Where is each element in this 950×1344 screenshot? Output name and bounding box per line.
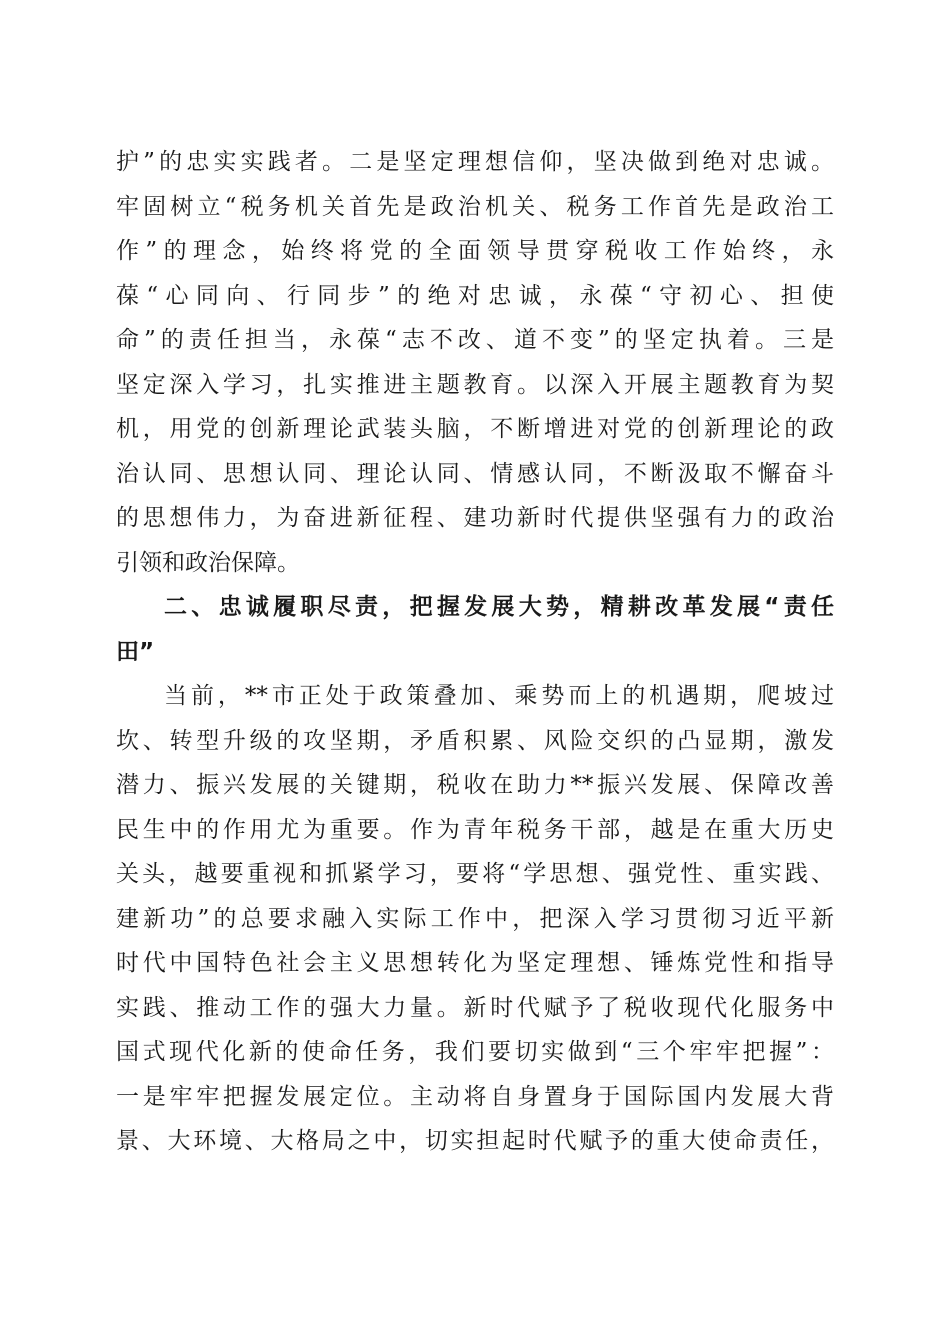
paragraph-1-line: 牢固树立“税务机关首先是政治机关、税务工作首先是政治工 (116, 193, 834, 220)
section-heading (116, 585, 834, 674)
document-body (116, 140, 834, 1164)
paragraph-2-line: 关头，越要重视和抓紧学习，要将“学思想、强党性、重实践、 (116, 861, 834, 887)
paragraph-1-line: 作”的理念，始终将党的全面领导贯穿税收工作始终，永 (116, 238, 834, 264)
paragraph-2-line: 实践、推动工作的强大力量。新时代赋予了税收现代化服务中 (116, 994, 834, 1021)
paragraph-2 (116, 674, 834, 1164)
paragraph-1-line: 护”的忠实实践者。二是坚定理想信仰，坚决做到绝对忠诚。 (116, 149, 834, 175)
section-heading-line: 田” (116, 638, 155, 665)
paragraph-1-line: 葆“心同向、行同步”的绝对忠诚，永葆“守初心、担使 (116, 282, 834, 309)
paragraph-1-line: 治认同、思想认同、理论认同、情感认同，不断汲取不懈奋斗 (116, 460, 834, 487)
paragraph-2-line: 建新功”的总要求融入实际工作中，把深入学习贯彻习近平新 (116, 905, 834, 932)
paragraph-2-line: 坎、转型升级的攻坚期，矛盾积累、风险交织的凸显期，激发 (116, 727, 834, 754)
paragraph-1-line: 机，用党的创新理论武装头脑，不断增进对党的创新理论的政 (116, 416, 834, 442)
paragraph-1-line: 命”的责任担当，永葆“志不改、道不变”的坚定执着。三是 (116, 327, 834, 353)
paragraph-1 (116, 140, 834, 585)
paragraph-1-line: 的思想伟力，为奋进新征程、建功新时代提供坚强有力的政治 (116, 505, 834, 531)
paragraph-2-line: 国式现代化新的使命任务，我们要切实做到“三个牢牢把握”： (116, 1039, 834, 1065)
paragraph-1-line: 坚定深入学习，扎实推进主题教育。以深入开展主题教育为契 (116, 371, 834, 398)
paragraph-2-line: 一是牢牢把握发展定位。主动将自身置身于国际国内发展大背 (116, 1083, 834, 1110)
paragraph-2-line: 当前，**市正处于政策叠加、乘势而上的机遇期，爬坡过 (164, 683, 834, 709)
paragraph-1-line: 引领和政治保障。 (116, 549, 300, 576)
paragraph-2-line: 潜力、振兴发展的关键期，税收在助力**振兴发展、保障改善 (116, 772, 834, 798)
section-heading-line: 二、忠诚履职尽责，把握发展大势，精耕改革发展“责任 (164, 594, 834, 620)
paragraph-2-line: 景、大环境、大格局之中，切实担起时代赋予的重大使命责任， (116, 1128, 834, 1154)
paragraph-2-line: 民生中的作用尤为重要。作为青年税务干部，越是在重大历史 (116, 816, 834, 843)
paragraph-2-line: 时代中国特色社会主义思想转化为坚定理想、锤炼党性和指导 (116, 950, 834, 976)
